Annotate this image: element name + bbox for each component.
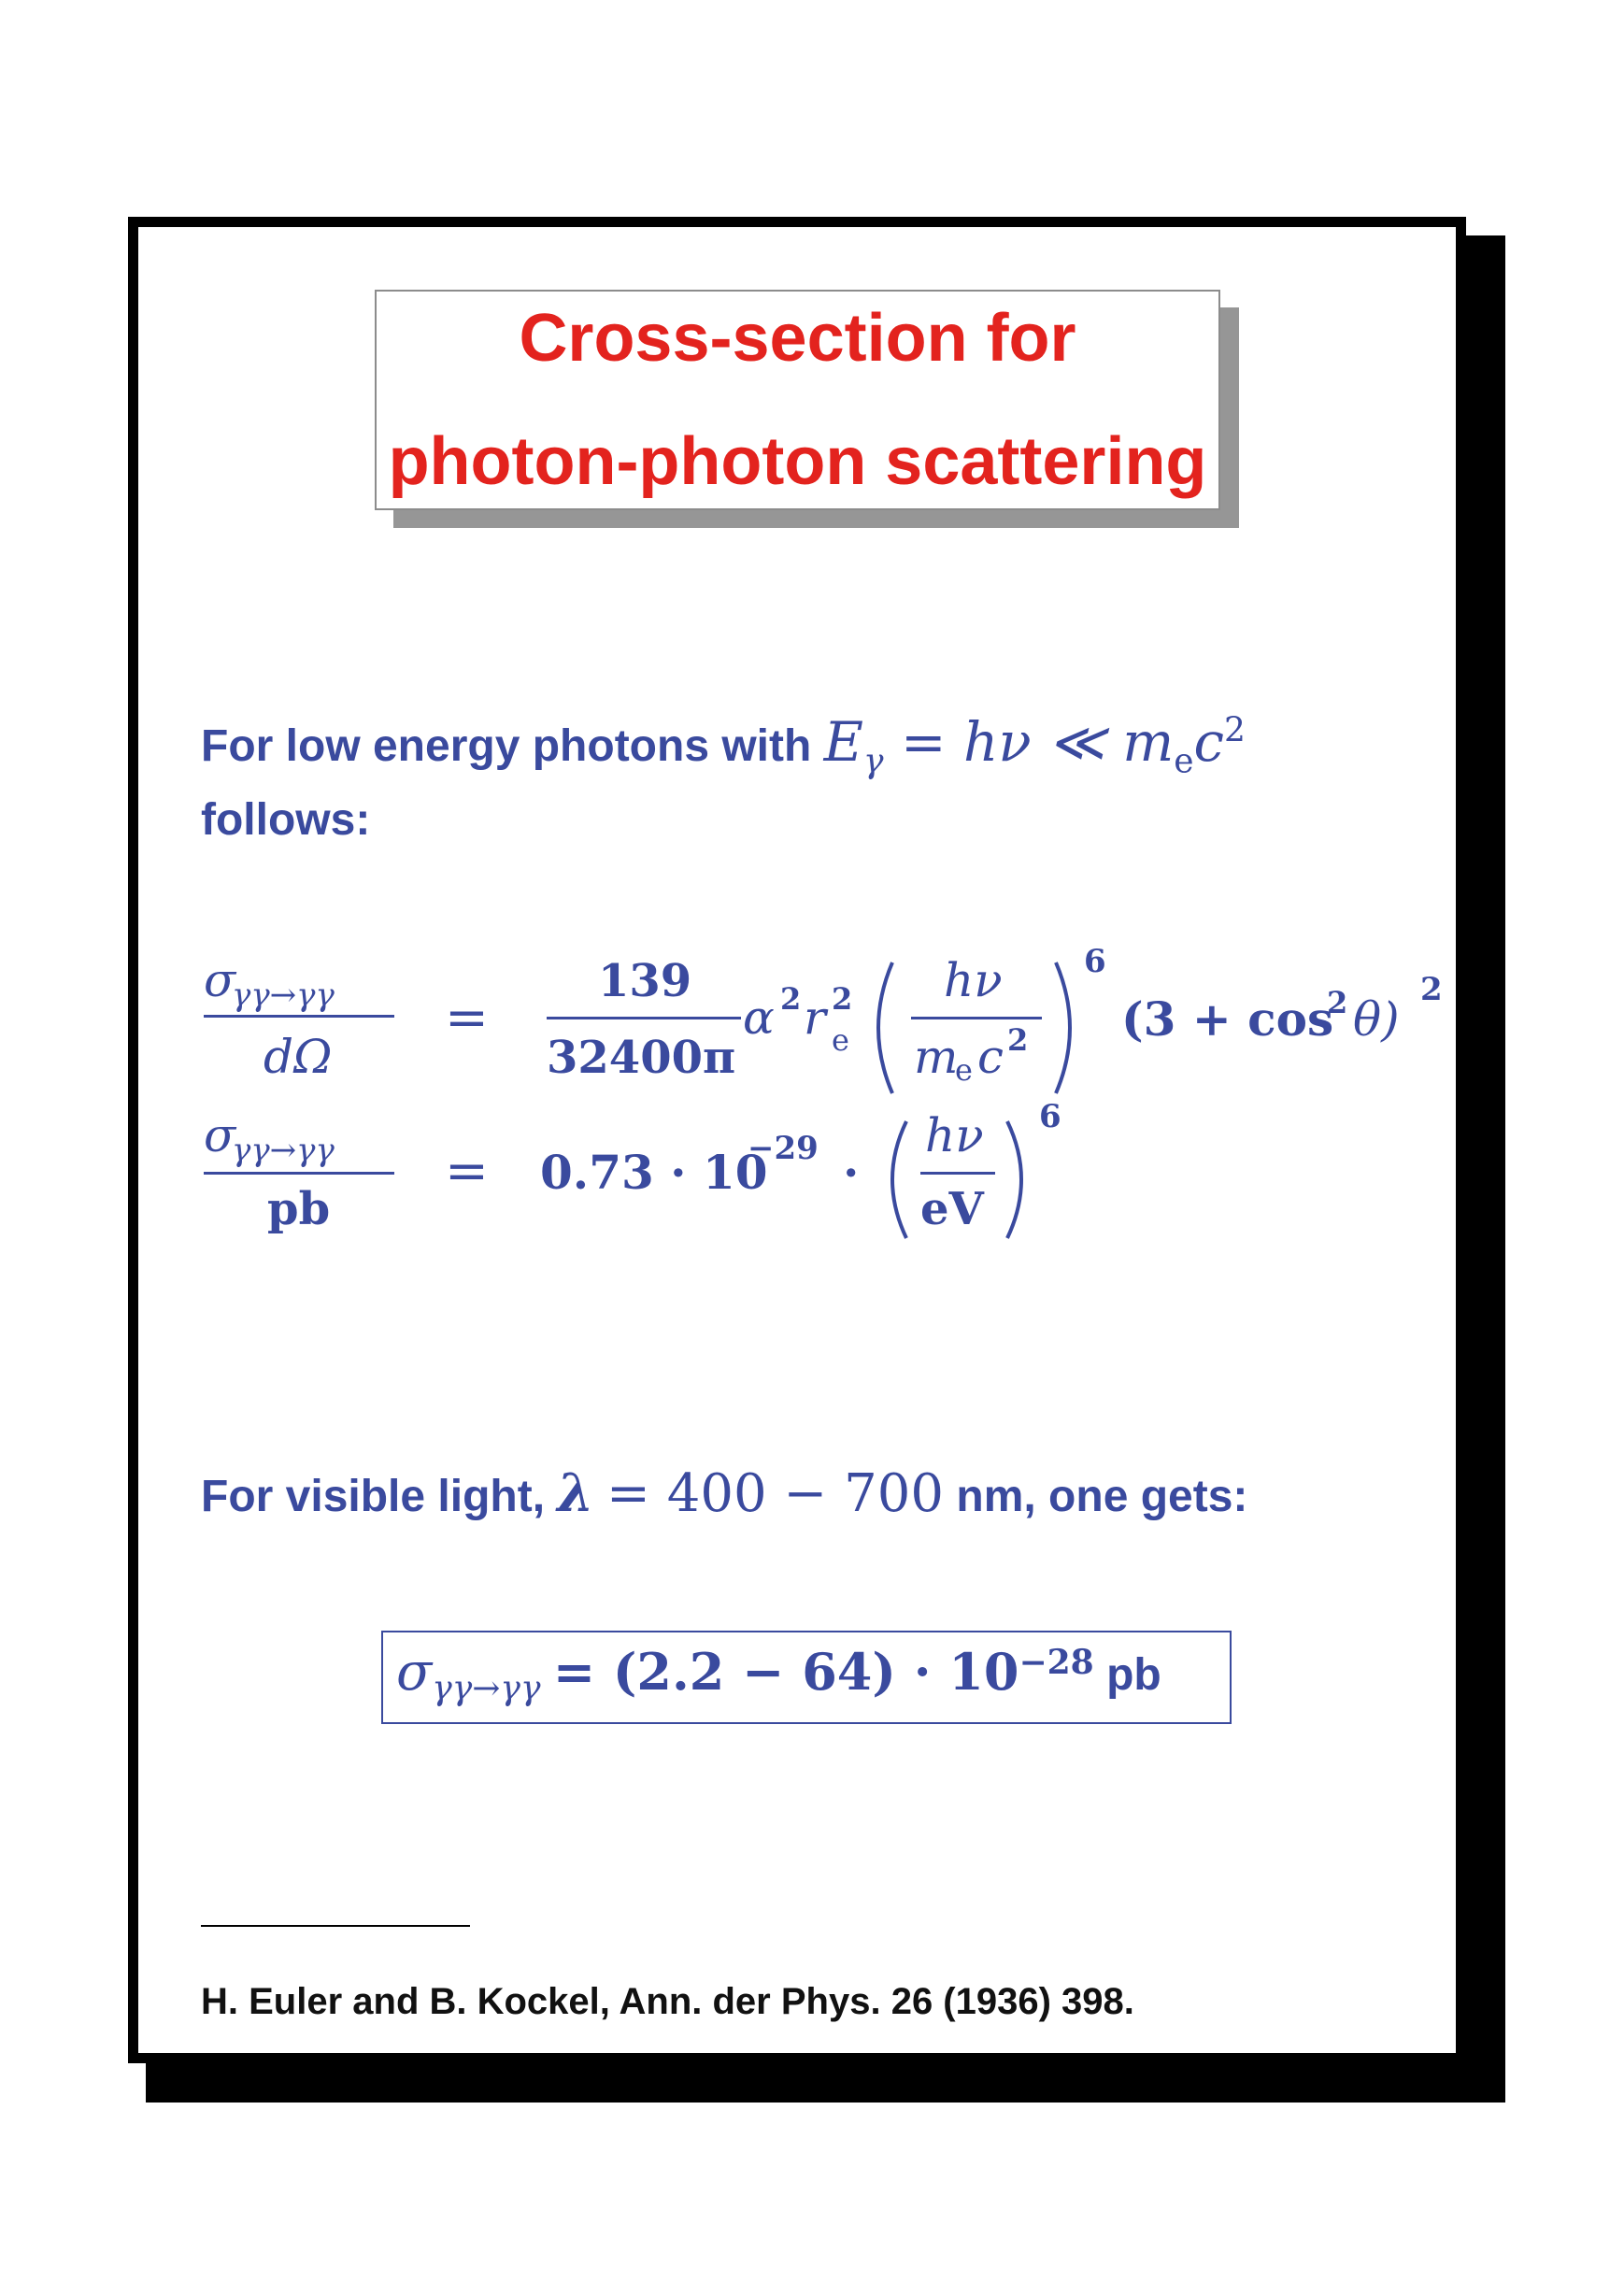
eq1-trailing-sup: 2: [1327, 985, 1348, 1020]
equation-2: [204, 1098, 1061, 1238]
eq2-lhs-sigma: σ: [204, 1108, 236, 1162]
math-E: E: [823, 710, 864, 774]
eq2-lhs-fraction-bar: [204, 1172, 394, 1175]
visible-range: = 400 − 700: [606, 1463, 945, 1524]
visible-suffix: nm, one gets:: [956, 1472, 1248, 1521]
result-sigma-sub: γγ→γγ: [432, 1669, 541, 1708]
eq2-lhs-sub: γγ→γγ: [232, 1132, 335, 1169]
eq2-value-exp: −29: [748, 1130, 819, 1167]
eq2-dot: ·: [843, 1145, 860, 1200]
eq1-alpha-sup: 2: [780, 981, 802, 1017]
result-formula: [396, 1642, 1161, 1708]
eq2-paren-den: eV: [920, 1183, 984, 1235]
math-gamma-sub: γ: [863, 742, 884, 781]
eq1-equals: =: [445, 988, 489, 1048]
eq1-r: r: [804, 991, 826, 1045]
footnote-citation: H. Euler and B. Kockel, Ann. der Phys. 26 (1936) 398.: [201, 1981, 1134, 2022]
follows-text: follows:: [201, 795, 371, 845]
math-c-sup: 2: [1224, 711, 1246, 750]
eq2-left-paren: [892, 1121, 906, 1238]
eq1-paren-bar: [911, 1017, 1042, 1019]
eq2-value: 0.73 · 10: [540, 1145, 768, 1200]
eq1-lhs-sub: γγ→γγ: [232, 976, 335, 1014]
visible-lambda: λ: [557, 1462, 594, 1524]
result-sigma: σ: [396, 1642, 433, 1703]
title-line-2: photon-photon scattering: [388, 424, 1207, 499]
eq1-lhs-den: dΩ: [264, 1030, 333, 1084]
eq1-paren-den-m: m: [914, 1030, 959, 1084]
eq1-paren-den-c-sup: 2: [1007, 1022, 1029, 1058]
equation-1: [204, 943, 1443, 1093]
eq1-frac-num: 139: [598, 955, 692, 1007]
eq1-lhs-sigma: σ: [204, 953, 236, 1007]
result-exp: −28: [1019, 1643, 1094, 1682]
eq2-equals: =: [445, 1141, 489, 1202]
eq2-paren-bar: [920, 1172, 995, 1175]
intro-text: For low energy photons with: [201, 721, 812, 771]
eq1-trailing-exp: 2: [1420, 971, 1443, 1008]
eq2-right-paren: [1007, 1121, 1021, 1238]
eq1-paren-den-e: e: [955, 1052, 973, 1088]
math-c: c: [1193, 710, 1225, 774]
eq2-paren-exp: 6: [1039, 1098, 1061, 1135]
result-box: [381, 1631, 1232, 1724]
eq1-lhs-fraction-bar: [204, 1015, 394, 1018]
footnote-rule: [201, 1925, 470, 1927]
eq2-paren-num: hν: [925, 1108, 984, 1162]
eq1-right-paren: [1056, 962, 1070, 1093]
eq1-r-sub: e: [832, 1022, 849, 1058]
eq1-left-paren: [878, 962, 892, 1093]
eq1-paren-den-c: c: [977, 1030, 1004, 1084]
eq1-alpha: α: [743, 991, 775, 1045]
math-relation: = hν ≪ m: [900, 710, 1175, 774]
visible-light-line: [201, 1462, 1247, 1524]
eq1-r-sup: 2: [832, 981, 853, 1017]
eq1-frac-den: 32400π: [547, 1032, 736, 1084]
eq1-frac-bar: [547, 1017, 741, 1019]
eq1-paren-exp: 6: [1084, 943, 1106, 980]
result-unit: pb: [1106, 1650, 1161, 1700]
eq1-trailing: (3 + cos: [1121, 991, 1334, 1047]
eq1-paren-num: hν: [944, 953, 1003, 1007]
eq2-lhs-den: pb: [267, 1183, 331, 1235]
title-line-1: Cross-section for: [519, 301, 1076, 376]
eq1-trailing-theta: θ): [1353, 992, 1400, 1047]
result-expr: = (2.2 − 64) · 10: [552, 1642, 1019, 1702]
visible-prefix: For visible light,: [201, 1472, 546, 1521]
math-e-sub: e: [1174, 742, 1194, 781]
